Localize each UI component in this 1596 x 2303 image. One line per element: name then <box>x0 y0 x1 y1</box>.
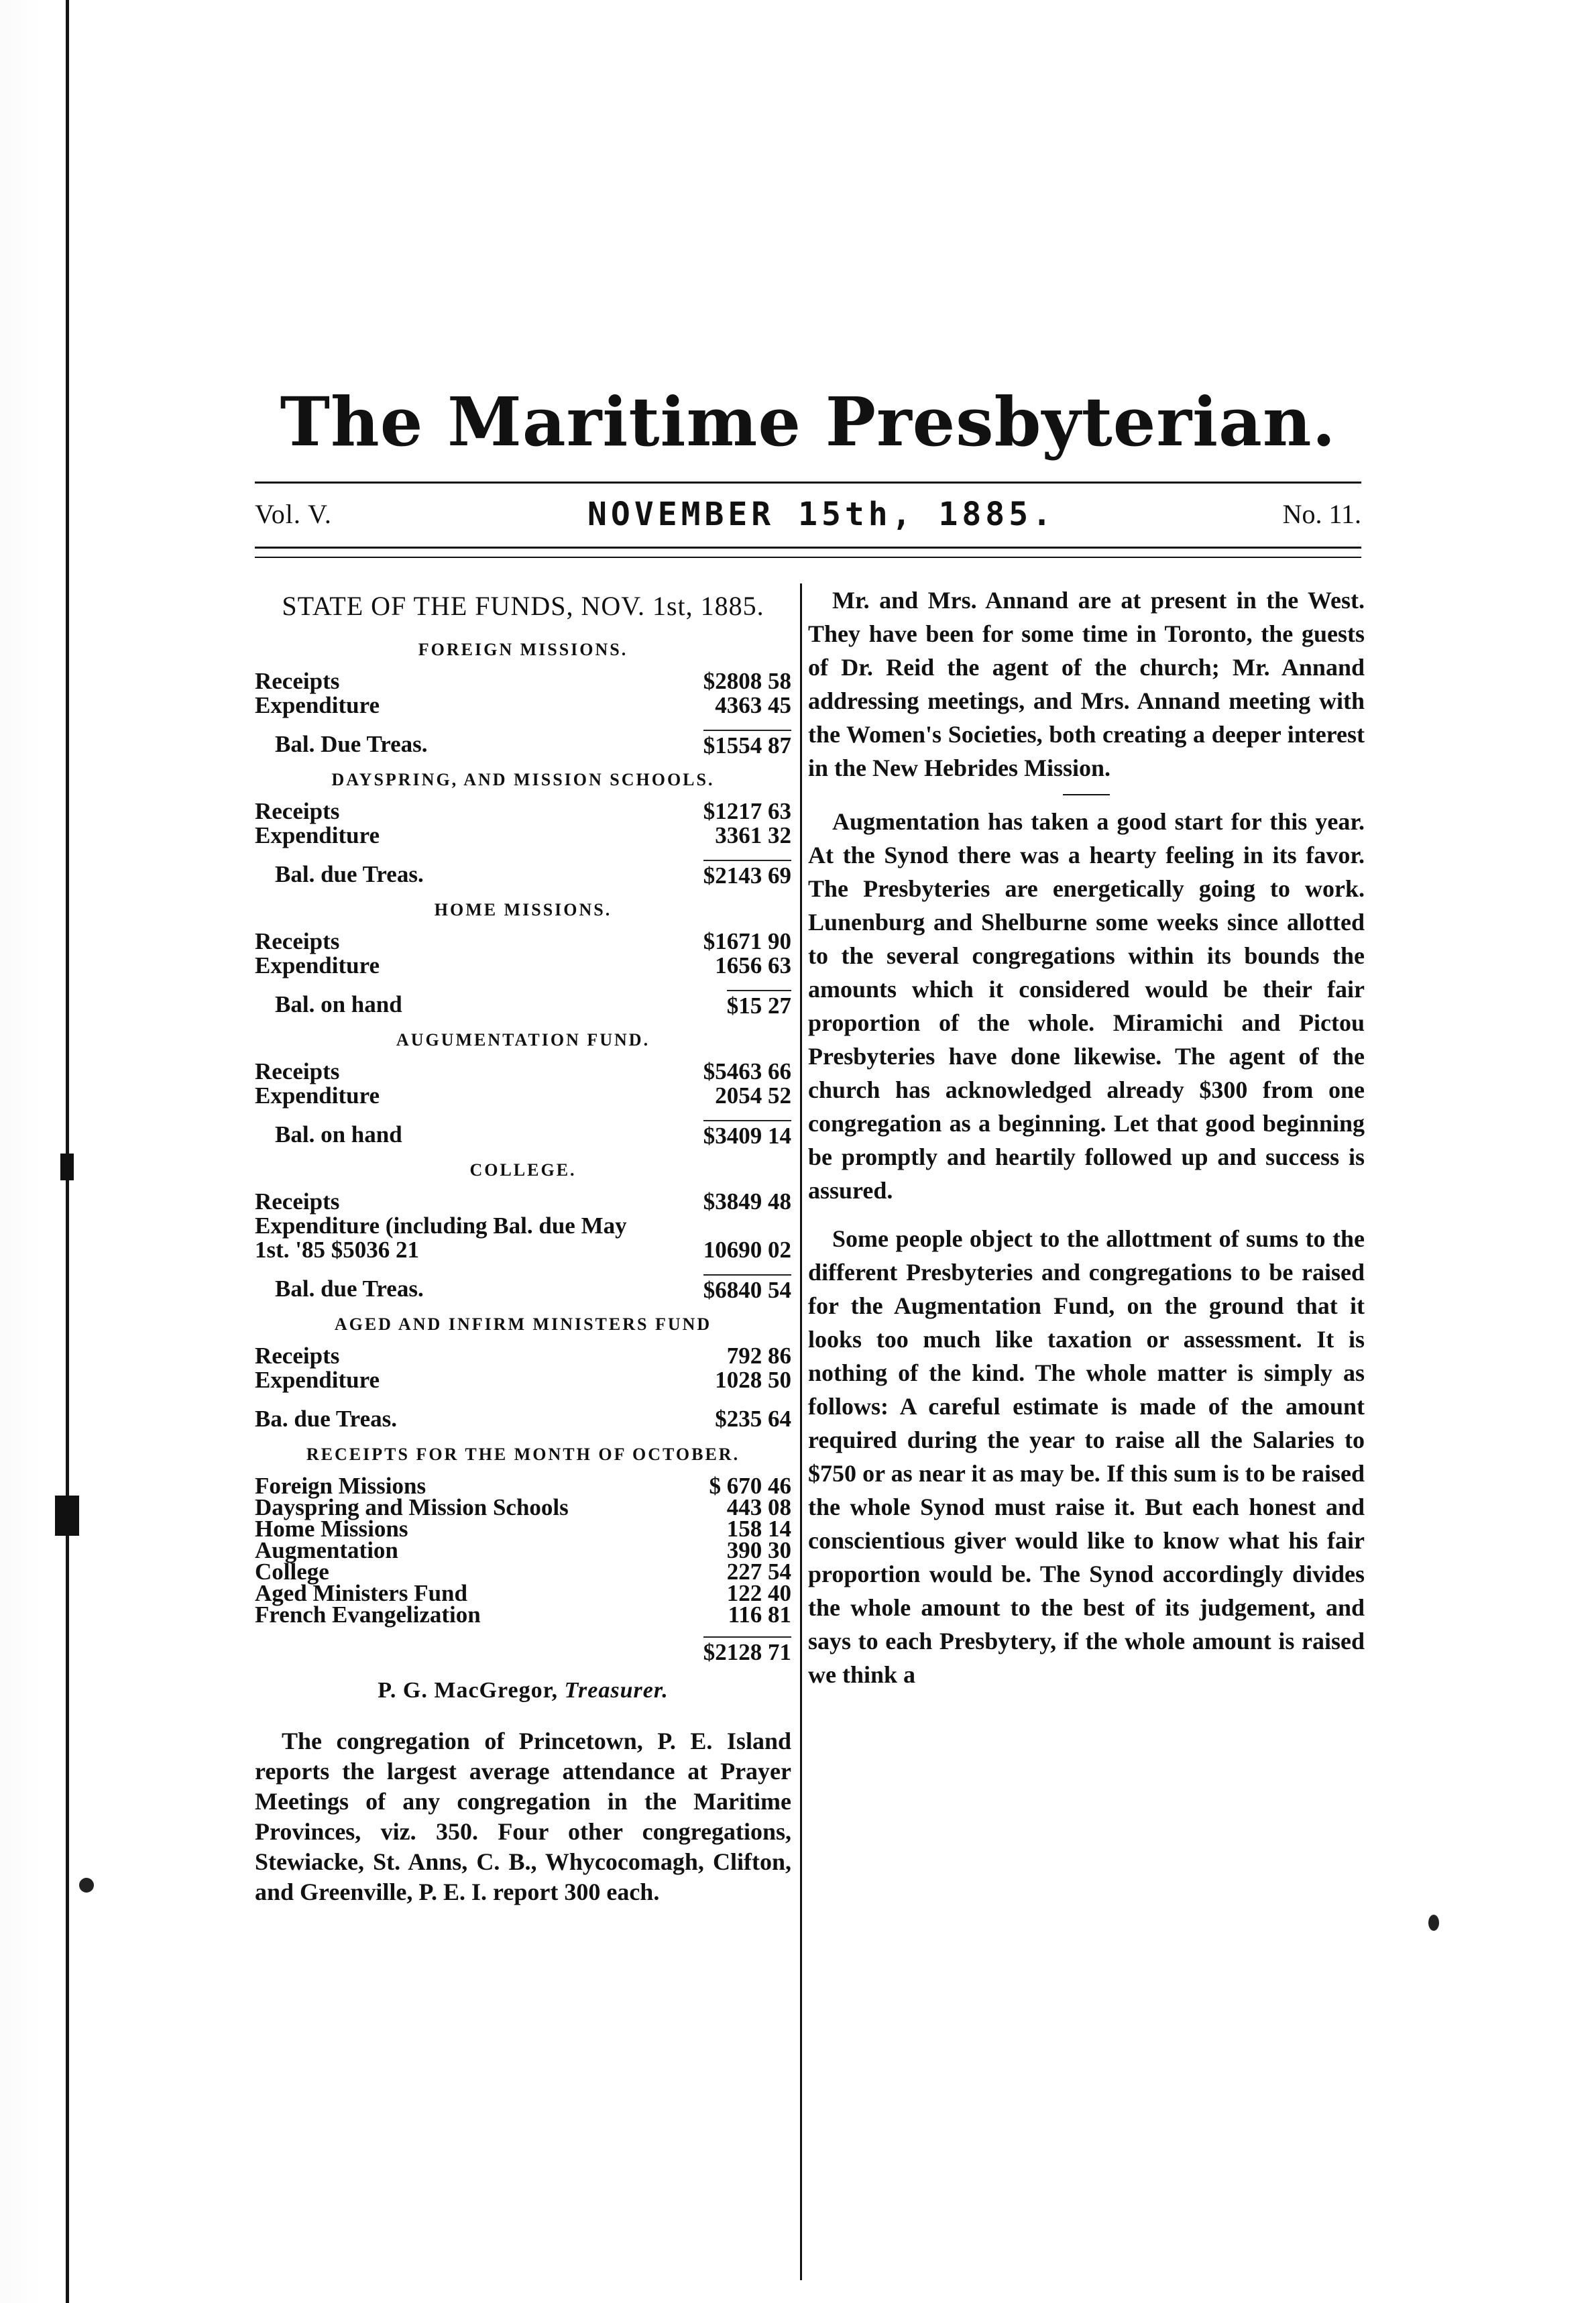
balance-label: Bal. Due Treas. <box>275 731 428 757</box>
balance-amount: $3409 14 <box>703 1120 791 1148</box>
october-label: Dayspring and Mission Schools <box>255 1494 569 1520</box>
balance-amount: $1554 87 <box>703 730 791 758</box>
fund-row <box>255 799 791 824</box>
october-row <box>255 1494 791 1520</box>
october-label: Home Missions <box>255 1516 408 1542</box>
october-amount: 390 30 <box>726 1537 791 1563</box>
fund-row <box>255 669 791 693</box>
section-heading: HOME MISSIONS. <box>434 900 612 919</box>
fund-label: Receipts <box>255 798 340 824</box>
fund-amount: $3849 48 <box>703 1188 791 1215</box>
fund-label: Expenditure <box>255 952 380 978</box>
section-heading: DAYSPRING, AND MISSION SCHOOLS. <box>331 770 715 789</box>
augmentation-paragraph: Augmentation has taken a good start for this year. At the Synod there was a hearty feeling in its favor. The Presbyteries are energetically going to work. Lunenburg and Shelburne some weeks since allotted to the several congregations within its bounds the amounts which it considered would be their fair proportion of the whole. Miramichi and Pictou Presbyteries have done likewise. The agent of the church has acknowledged already $300 from one congregation as a beginning. Let that good beginning be promptly and heartily followed up and success is assured. <box>808 808 1365 1204</box>
october-label: College <box>255 1559 329 1585</box>
annand-paragraph: Mr. and Mrs. Annand are at present in the West. They have been for some time in Toronto, the guests of Dr. Reid the agent of the church; Mr. Annand addressing meetings, and Mrs. Annand meeting with the Women's Societies, both creating a deeper interest in the New Hebrides Mission. <box>808 587 1365 781</box>
october-label: Aged Ministers Fund <box>255 1580 467 1606</box>
october-amount: 443 08 <box>726 1494 791 1520</box>
balance-label: Bal. on hand <box>275 991 402 1017</box>
october-amount: 158 14 <box>726 1516 791 1542</box>
volume-label: Vol. V. <box>255 499 332 529</box>
fund-label: Expenditure <box>255 1082 380 1109</box>
issue-rule <box>255 547 1361 549</box>
balance-amount: $6840 54 <box>703 1274 791 1302</box>
fund-amount: $1671 90 <box>703 928 791 954</box>
newspaper-masthead: The Maritime Presbyterian. <box>280 382 1336 461</box>
balance-amount: $235 64 <box>715 1406 791 1432</box>
fund-row <box>255 1190 791 1214</box>
balance-amount: $2143 69 <box>703 860 791 888</box>
fund-row <box>255 1214 791 1262</box>
fund-label: Receipts <box>255 668 340 694</box>
fund-label: Expenditure <box>255 822 380 848</box>
fund-amount: 2054 52 <box>715 1082 791 1109</box>
balance-row <box>255 1277 791 1308</box>
ink-speck <box>1428 1915 1439 1931</box>
october-amount: $ 670 46 <box>709 1473 791 1499</box>
fund-amount: $5463 66 <box>703 1058 791 1084</box>
october-row <box>255 1473 791 1499</box>
left-column <box>255 583 791 1907</box>
allotment-paragraph: Some people object to the allottment of sums to the different Presbyteries and congregations to be raised for the Augmentation Fund, on the ground that it looks too much like taxation or assessment. It is nothing of the kind. The whole matter is simply as follows: A careful estimate is made of the amount required during the year to raise all the Salaries to $750 or as near it as may be. If this sum is to be raised the whole Synod must raise it. But each honest and conscientious giver would like to know what his fair proportion would be. The Synod accordingly divides the whole amount to the best of its judgement, and says to each Presbytery, if the whole amount is raised we think a <box>808 1225 1365 1688</box>
fund-amount: $2808 58 <box>703 668 791 694</box>
paragraph-divider <box>1063 794 1110 795</box>
fund-amount: $1217 63 <box>703 798 791 824</box>
binding-mark <box>60 1154 74 1180</box>
october-label: Foreign Missions <box>255 1473 426 1499</box>
section-heading: AGED AND INFIRM MINISTERS FUND <box>334 1314 712 1334</box>
october-label: Augmentation <box>255 1537 398 1563</box>
fund-label: Receipts <box>255 1188 340 1215</box>
october-label: French Evangelization <box>255 1602 481 1628</box>
balance-label: Ba. due Treas. <box>255 1406 397 1432</box>
october-total: $2128 71 <box>703 1636 791 1665</box>
right-column <box>808 583 1365 1691</box>
balance-row <box>255 993 791 1023</box>
october-amount: 122 40 <box>726 1580 791 1606</box>
section-heading: FOREIGN MISSIONS. <box>418 640 628 659</box>
binding-edge-line <box>66 0 69 2303</box>
october-row <box>255 1537 791 1563</box>
fund-label: Receipts <box>255 928 340 954</box>
balance-label: Bal. on hand <box>275 1121 402 1147</box>
ink-speck <box>79 1878 94 1893</box>
issue-line <box>255 498 1361 539</box>
treasurer-role: Treasurer. <box>564 1678 669 1703</box>
masthead-rule <box>255 482 1361 484</box>
princetown-paragraph: The congregation of Princetown, P. E. Island reports the largest average attendance at Prayer Meetings of any congregation in the Maritime Provinces, viz. 350. Four other congregations, Stewiacke, St. Anns, C. B., Whycocomagh, Clifton, and Greenville, P. E. I. report 300 each. <box>255 1728 791 1905</box>
fund-amount: 792 86 <box>726 1343 791 1369</box>
balance-row <box>255 862 791 893</box>
fund-amount: 3361 32 <box>715 822 791 848</box>
funds-title: STATE OF THE FUNDS, NOV. 1st, 1885. <box>282 591 764 621</box>
column-divider <box>800 583 802 2280</box>
section-heading: AUGUMENTATION FUND. <box>396 1030 650 1050</box>
fund-row <box>255 1084 791 1108</box>
fund-label: Expenditure <box>255 692 380 718</box>
balance-label: Bal. due Treas. <box>275 861 424 887</box>
issue-rule-thin <box>255 557 1361 558</box>
fund-row <box>255 930 791 954</box>
binding-mark <box>55 1496 79 1536</box>
fund-amount: 1656 63 <box>715 952 791 978</box>
october-row <box>255 1516 791 1542</box>
october-row <box>255 1602 791 1628</box>
issue-number: No. 11. <box>1282 499 1361 529</box>
fund-row <box>255 1060 791 1084</box>
balance-row <box>255 1123 791 1154</box>
treasurer-signature <box>255 1678 791 1703</box>
october-amount: 116 81 <box>728 1602 791 1628</box>
fund-row <box>255 954 791 978</box>
october-row <box>255 1580 791 1606</box>
fund-label: Receipts <box>255 1058 340 1084</box>
page-binding-shadow <box>0 0 114 2303</box>
fund-row <box>255 824 791 848</box>
fund-amount: 4363 45 <box>715 692 791 718</box>
balance-row <box>255 1407 791 1438</box>
section-heading: COLLEGE. <box>469 1160 577 1180</box>
october-amount: 227 54 <box>726 1559 791 1585</box>
fund-label: Receipts <box>255 1343 340 1369</box>
fund-row <box>255 1344 791 1368</box>
october-heading: RECEIPTS FOR THE MONTH OF OCTOBER. <box>306 1445 740 1464</box>
fund-row <box>255 693 791 718</box>
fund-label: Expenditure (including Bal. due May 1st. '85 $5036 21 <box>255 1213 627 1263</box>
fund-label: Expenditure <box>255 1367 380 1393</box>
fund-row <box>255 1368 791 1392</box>
fund-amount: 1028 50 <box>715 1367 791 1393</box>
balance-row <box>255 732 791 763</box>
issue-date: NOVEMBER 15th, 1885. <box>587 496 1056 533</box>
balance-label: Bal. due Treas. <box>275 1276 424 1302</box>
balance-amount: $15 27 <box>727 990 791 1018</box>
fund-amount: 10690 02 <box>703 1237 791 1263</box>
october-total-row <box>255 1639 791 1670</box>
october-row <box>255 1559 791 1585</box>
treasurer-name: P. G. MacGregor, <box>378 1678 559 1703</box>
